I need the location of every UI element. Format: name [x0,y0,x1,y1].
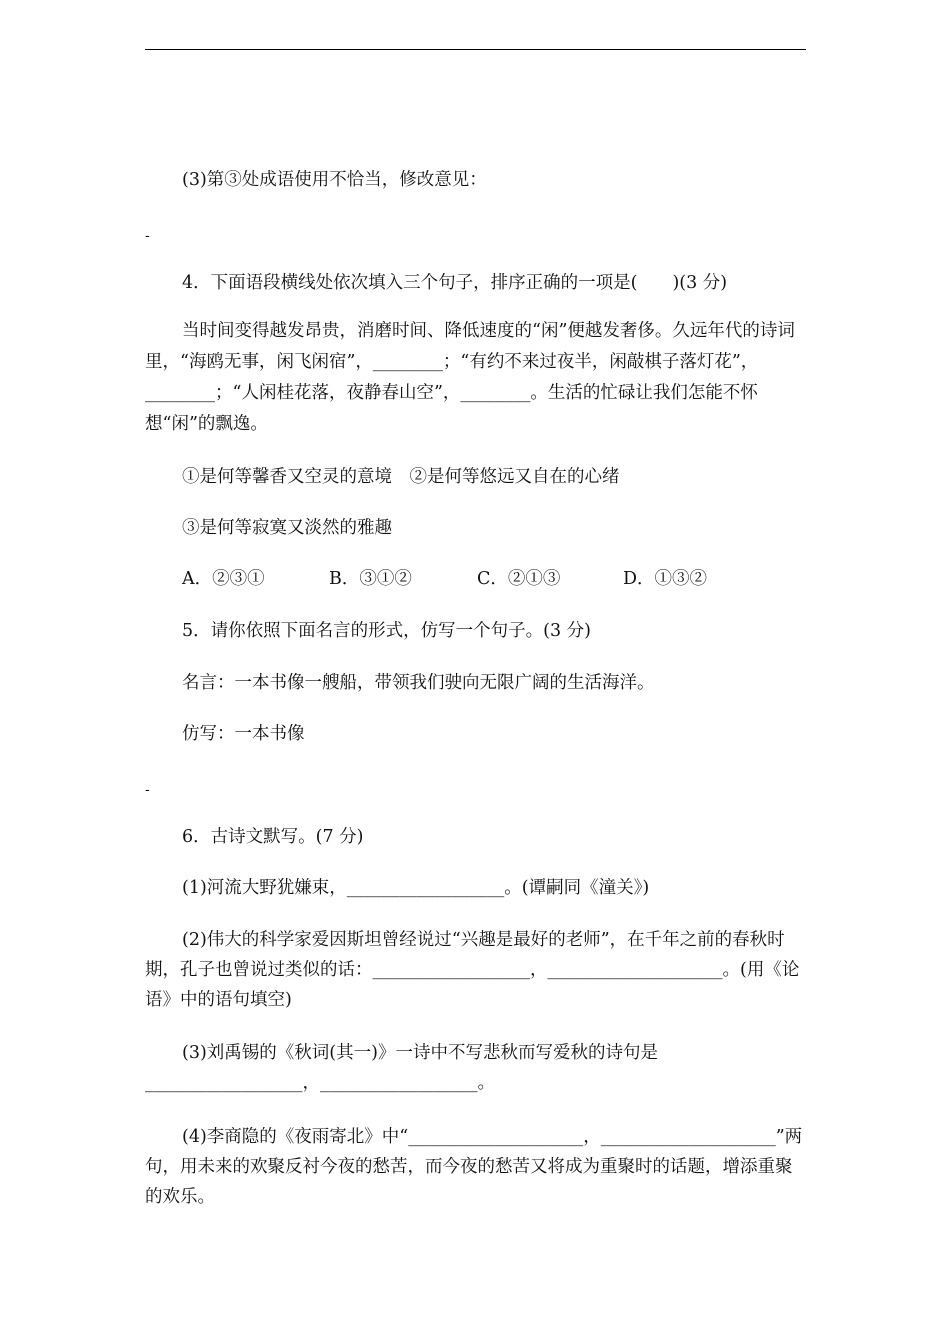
question-6-item-2: (2)伟大的科学家爱因斯坦曾经说过“兴趣是最好的老师”，在千年之前的春秋时期，孔子也曾说过类似的话：__________________，____________________。(用《论语》中的语句填空) [145,930,800,1010]
answer-line-marker: - [145,228,150,244]
question-5-quote: 名言：一本书像一艘船，带领我们驶向无限广阔的生活海洋。 [182,673,655,693]
question-4-options [145,564,807,594]
question-4-sentences-1-2: ①是何等馨香又空灵的意境 ②是何等悠远又自在的心绪 [182,467,620,487]
question-6-item-4: (4)李商隐的《夜雨寄北》中“____________________，____________________”两句，用未来的欢聚反衬今夜的愁苦，而今夜的愁苦又将成为重聚时的话题，增添重聚的欢乐。 [145,1127,803,1207]
question-4-sentence-3: ③是何等寂寞又淡然的雅趣 [182,518,392,538]
option-a[interactable]: A．②③① [182,569,265,589]
question-6-item-1: (1)河流大野犹嫌束，__________________。(谭嗣同《潼关》) [182,878,650,898]
question-4-passage: 当时间变得越发昂贵，消磨时间、降低速度的“闲”便越发奢侈。久远年代的诗词里，“海鸥无事，闲飞闲宿”，________；“有约不来过夜半，闲敲棋子落灯花”，________；“人闲桂花落，夜静春山空”，________。生活的忙碌让我们怎能不怀想“闲”的飘逸。 [145,321,795,434]
question-5-stem: 5．请你依照下面名言的形式，仿写一个句子。(3 分) [182,621,591,641]
answer-line-marker: - [145,782,150,798]
question-6-item-3: (3)刘禹锡的《秋词(其一)》一诗中不写悲秋而写爱秋的诗句是__________________，__________________。 [145,1043,658,1093]
question-6-stem: 6．古诗文默写。(7 分) [182,827,364,847]
header-rule [145,49,806,50]
option-d[interactable]: D．①③② [623,569,708,589]
question-4-stem: 4．下面语段横线处依次填入三个句子，排序正确的一项是( )(3 分) [182,273,728,293]
option-c[interactable]: C．②①③ [477,569,561,589]
option-b[interactable]: B．③①② [329,569,412,589]
question-3-sub-3: (3)第③处成语使用不恰当，修改意见： [182,170,487,190]
question-5-imitation: 仿写：一本书像 [182,724,305,744]
